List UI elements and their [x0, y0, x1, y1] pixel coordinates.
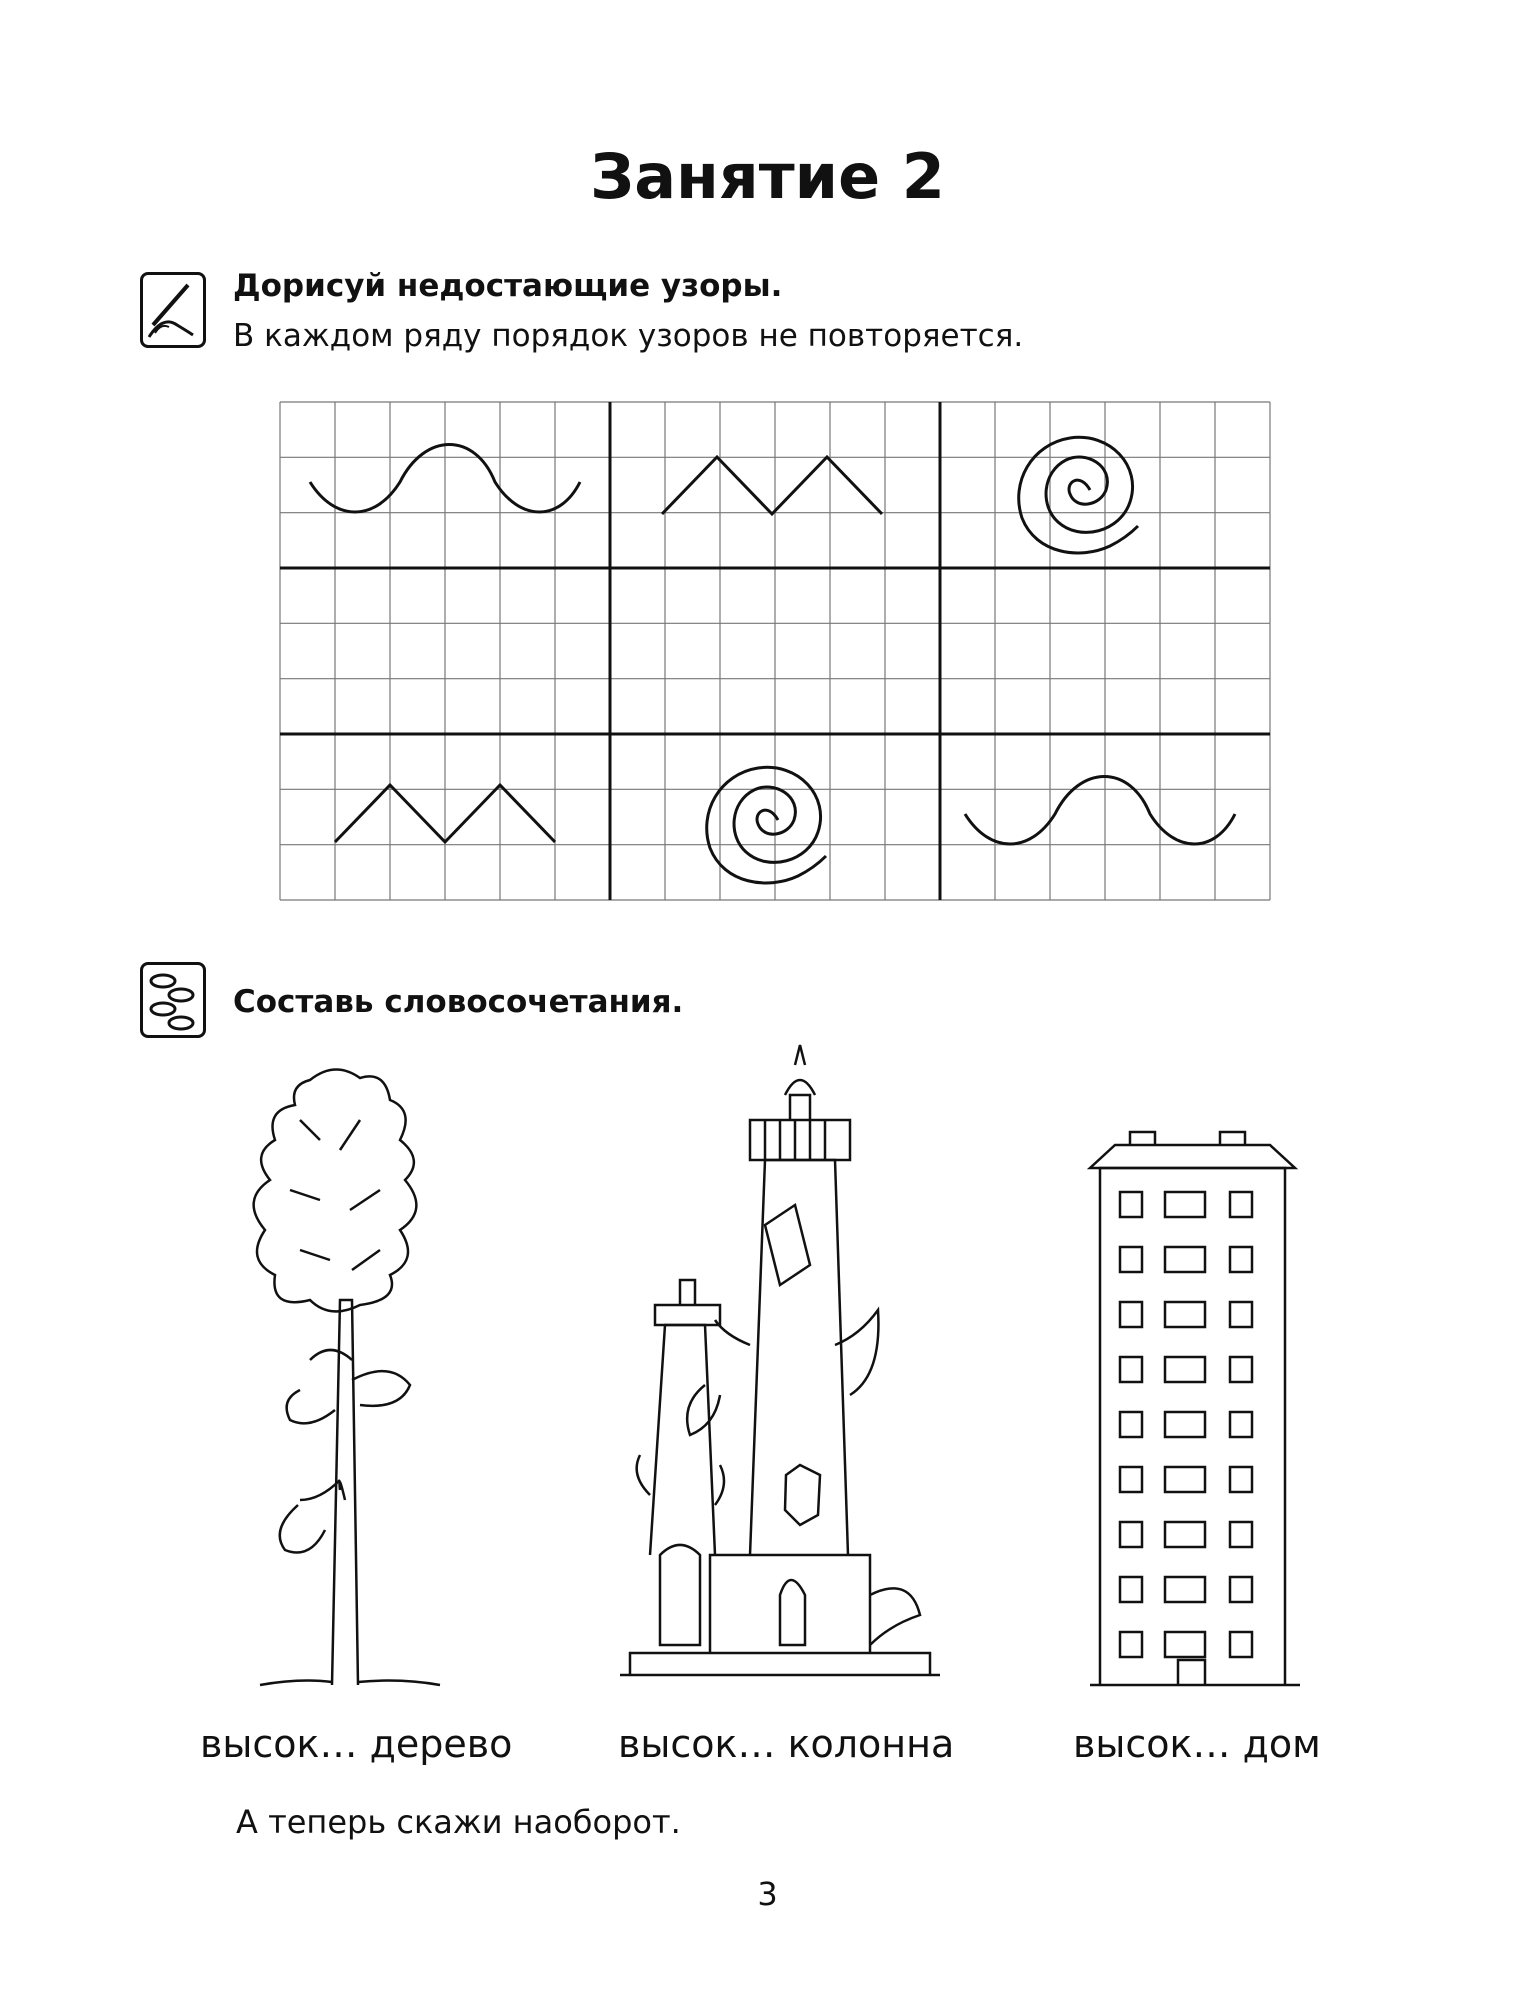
- wave-pattern: [965, 777, 1235, 845]
- rostral-column-illustration: [620, 1035, 940, 1695]
- phrase-column: высок… колонна: [618, 1722, 955, 1766]
- tree-illustration: [240, 1060, 460, 1690]
- building-window: [1120, 1302, 1142, 1327]
- building-window: [1120, 1632, 1142, 1657]
- phrase-house: высок… дом: [1073, 1722, 1321, 1766]
- task2-heading: Составь словосочетания.: [233, 984, 684, 1020]
- page-title: Занятие 2: [590, 140, 945, 213]
- building-window: [1230, 1577, 1252, 1602]
- building-window: [1120, 1412, 1142, 1437]
- tall-building-illustration: [1090, 1130, 1300, 1690]
- building-window: [1230, 1247, 1252, 1272]
- building-window: [1230, 1467, 1252, 1492]
- building-window: [1165, 1522, 1205, 1547]
- page-number: 3: [757, 1875, 778, 1913]
- building-window: [1120, 1357, 1142, 1382]
- building-window: [1230, 1192, 1252, 1217]
- building-window: [1165, 1302, 1205, 1327]
- building-window: [1165, 1467, 1205, 1492]
- building-window: [1120, 1192, 1142, 1217]
- building-window: [1165, 1412, 1205, 1437]
- building-window: [1120, 1522, 1142, 1547]
- task1-heading: Дорисуй недостающие узоры.: [233, 268, 783, 304]
- building-window: [1120, 1467, 1142, 1492]
- building-window: [1230, 1632, 1252, 1657]
- task2-footer: А теперь скажи наоборот.: [236, 1803, 681, 1841]
- spiral-pattern: [707, 767, 826, 883]
- building-window: [1230, 1357, 1252, 1382]
- task1-instruction: В каждом ряду порядок узоров не повторяется.: [233, 318, 1024, 354]
- building-window: [1165, 1577, 1205, 1602]
- building-window: [1165, 1632, 1205, 1657]
- building-window: [1230, 1302, 1252, 1327]
- building-window: [1165, 1192, 1205, 1217]
- zigzag-pattern: [662, 457, 882, 514]
- spiral-pattern: [1019, 437, 1138, 553]
- pattern-grid: [280, 402, 1270, 900]
- phrase-tree: высок… дерево: [200, 1722, 513, 1766]
- building-window: [1120, 1247, 1142, 1272]
- building-window: [1120, 1577, 1142, 1602]
- pencil-hand-icon: [140, 272, 206, 348]
- building-window: [1230, 1412, 1252, 1437]
- building-window: [1230, 1522, 1252, 1547]
- chain-icon: [140, 962, 206, 1038]
- building-window: [1165, 1357, 1205, 1382]
- building-window: [1165, 1247, 1205, 1272]
